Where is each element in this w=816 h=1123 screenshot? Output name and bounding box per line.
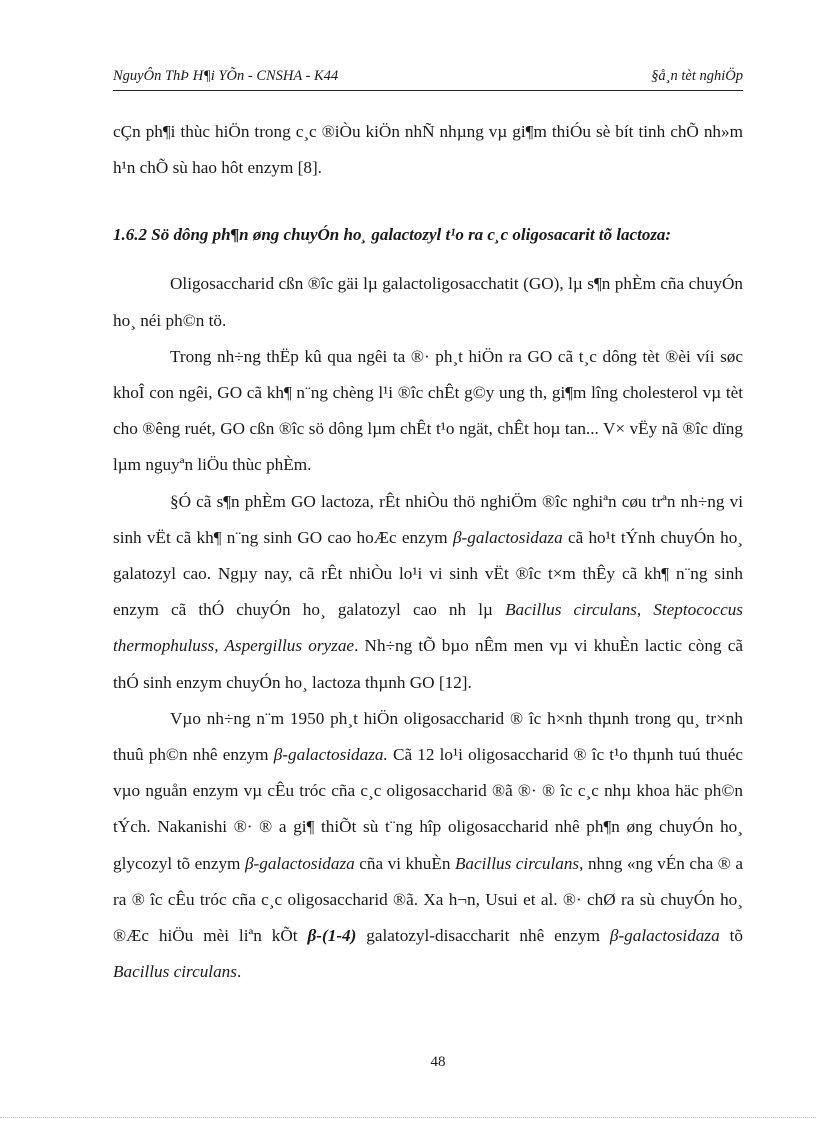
page-header: [113, 66, 743, 88]
header-doc-type: §å¸n tèt nghiÖp: [651, 68, 743, 84]
section-heading: 1.6.2 Sö dông ph¶n øng chuyÓn ho¸ galactozyl t¹o ra c¸c oligosacarit tõ lactoza:: [113, 225, 672, 245]
paragraph-continuation: cÇn ph¶i thùc hiÖn trong c¸c ®iÒu kiÖn nhÑ nhµng vµ gi¶m thiÓu sè bít tinh chÕ nh»m h¹n chÕ sù hao hôt enzym [8].: [113, 122, 743, 178]
enzyme-name: β-galactosidaza: [609, 926, 720, 946]
text-run: Cã 12 lo¹i oligosaccharid ® îc t¹o thµnh tuú thuéc vµo nguån enzym vµ cÊu tróc cña c¸c oligosaccharid ®ã ®· ® îc c¸c nhµ khoa häc ph©n tÝch. Nakanishi ®· ® a gi¶ thiÕt sù t¨ng hîp oligosaccharid nhê ph¶n øng chuyÓn ho¸ glycozyl tõ enzym: [113, 745, 743, 873]
page-bottom-border: [0, 1117, 816, 1118]
paragraph-oligosaccharid: Oligosaccharid cßn ®îc gäi lµ galactoligosacchatit (GO), lµ s¶n phÈm cña chuyÓn ho¸ néi ph©n tö.: [113, 274, 743, 330]
paragraph-history: [113, 701, 743, 991]
species-name: Bacillus circulans: [113, 962, 237, 982]
text-run: galatozyl-disaccharit nhê enzym: [356, 926, 610, 946]
species-name: Bacillus circulans: [454, 853, 580, 873]
text-run: , nhng «ng vÉn cha ® a ra ® îc cÊu tróc cña c¸c oligosaccharid ®ã. Xa h¬n, Usui et al. ®· chØ ra sù chuyÓn ho¸ ®Æc hiÖu mèi liªn kÕt: [113, 853, 743, 946]
paragraph-microorganisms: [113, 484, 743, 701]
bond-name: β-(1-4): [307, 926, 357, 946]
text-run: §Ó cã s¶n phÈm GO lactoza, rÊt nhiÒu thö nghiÖm ®îc nghiªn cøu trªn nh÷ng vi sinh vËt cã kh¶ n¨ng sinh GO cao hoÆc enzym: [113, 491, 743, 547]
text-run: Vµo nh÷ng n¨m 1950 ph¸t hiÖn oligosaccharid ® îc h×nh thµnh trong qu¸ tr×nh thuû ph©n nhê enzym: [113, 708, 743, 765]
text-run: .: [236, 962, 242, 982]
header-author: NguyÔn ThÞ H¶i YÕn - CNSHA - K44: [113, 68, 339, 84]
text-run: cña vi khuÈn: [354, 853, 455, 873]
text-run: . Nh÷ng tÕ bµo nÊm men vµ vi khuÈn lactic còng cã thÓ sinh enzym chuyÓn ho¸ lactoza thµnh GO [12].: [113, 636, 743, 692]
paragraph-benefits: Trong nh÷ng thËp kû qua ngêi ta ®· ph¸t hiÖn ra GO cã t¸c dông tèt ®èi víi søc khoÎ con ngêi, GO cã kh¶ n¨ng chèng l¹i ®îc chÊt g©y ung th, gi¶m lîng cholesterol vµ tèt cho ®êng ruét, GO cßn ®îc sö dông lµm chÊt t¹o ngät, chÊt hoµ tan... V× vËy nã ®îc dïng lµm nguyªn liÖu thùc phÈm.: [113, 346, 743, 475]
text-run: cã ho¹t tÝnh chuyÓn ho¸ galatozyl cao. Ngµy nay, cã rÊt nhiÒu lo¹i vi sinh vËt ®îc t×m thÊy cã kh¶ n¨ng sinh enzym cã thÓ chuyÓn ho¸ galatozyl cao nh lµ: [113, 527, 744, 620]
species-names: Bacillus circulans, Steptococcus thermophuluss, Aspergillus oryzae: [113, 600, 743, 656]
enzyme-name: β-galactosidaza: [452, 527, 563, 547]
document-body: [113, 114, 743, 990]
enzyme-name: β-galactosidaza.: [273, 745, 388, 765]
enzyme-name: β-galactosidaza: [244, 853, 355, 873]
header-rule: [113, 90, 743, 91]
page-number: 48: [430, 1054, 446, 1070]
text-run: tõ: [719, 926, 743, 946]
